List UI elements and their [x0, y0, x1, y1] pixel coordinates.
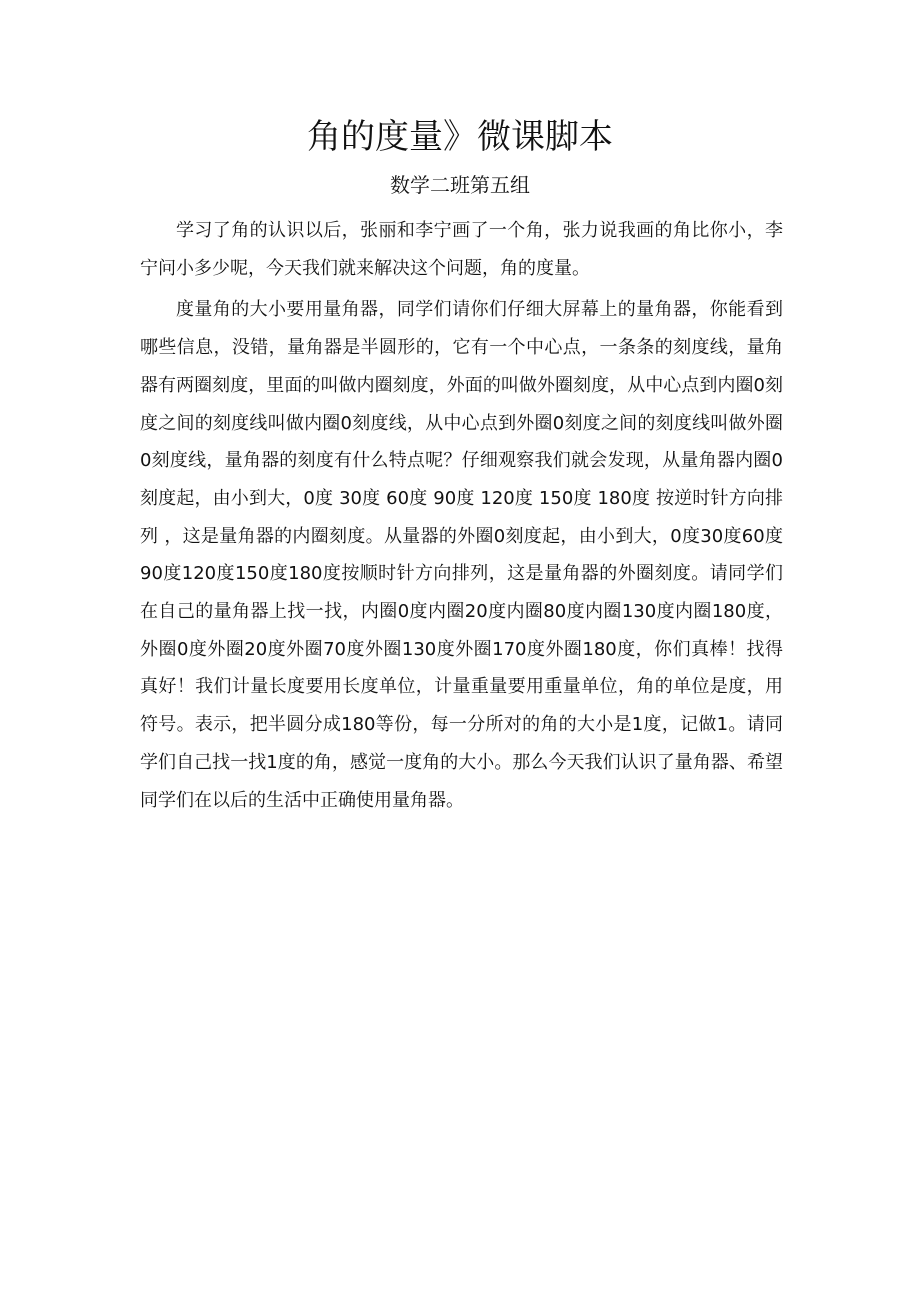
document-subtitle: 数学二班第五组: [390, 173, 530, 197]
paragraph-intro: 学习了角的认识以后，张丽和李宁画了一个角，张力说我画的角比你小，李宁问小多少呢，今天我们就来解决这个问题，角的度量。: [140, 220, 783, 279]
document-body: [140, 212, 783, 819]
paragraph-protractor: 度量角的大小要用量角器，同学们请你们仔细大屏幕上的量角器，你能看到哪些信息，没错，量角器是半圆形的，它有一个中心点，一条条的刻度线，量角器有两圈刻度，里面的叫做内圈刻度，外面的叫做外圈刻度，从中心点到内圈0刻度之间的刻度线叫做内圈0刻度线，从中心点到外圈0刻度之间的刻度线叫做外圈0刻度线，量角器的刻度有什么特点呢？仔细观察我们就会发现，从量角器内圈0刻度起，由小到大，0度 30度 60度 90度 120度 150度 180度 按逆时针方向排列 ，这是量角器的内圈刻度。从量器的外圈0刻度起，由小到大，0度30度60度90度120度150度180度按顺时针方向排列，这是量角器的外圈刻度。请同学们在自己的量角器上找一找，内圈0度内圈20度内圈80度内圈130度内圈180度，外圈0度外圈20度外圈70度外圈130度外圈170度外圈180度，你们真棒！找得真好！我们计量长度要用长度单位，计量重量要用重量单位，角的单位是度，用符号。表示，把半圆分成180等份，每一分所对的角的大小是1度，记做1。请同学们自己找一找1度的角，感觉一度角的大小。那么今天我们认识了量角器、希望同学们在以后的生活中正确使用量角器。: [140, 299, 783, 811]
document-title: 角的度量》微课脚本: [307, 117, 613, 157]
